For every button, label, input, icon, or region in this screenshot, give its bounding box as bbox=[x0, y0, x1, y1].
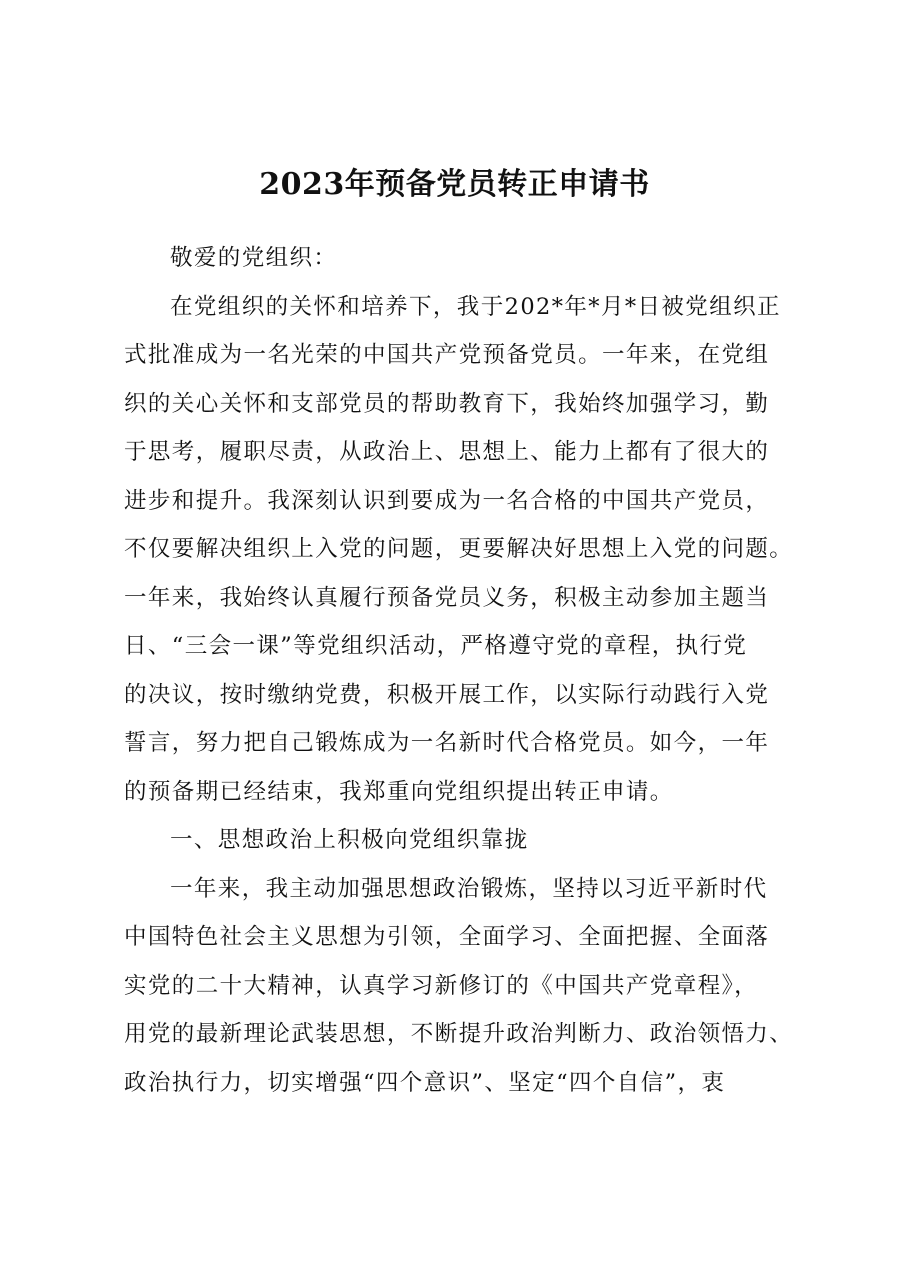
paragraph-line: 于思考，履职尽责，从政治上、思想上、能力上都有了很大的 bbox=[124, 439, 770, 465]
paragraph-line: 进步和提升。我深刻认识到要成为一名合格的中国共产党员， bbox=[124, 487, 770, 514]
paragraph-line: 式批准成为一名光荣的中国共产党预备党员。一年来，在党组 bbox=[124, 342, 770, 368]
paragraph-line: 一年来，我主动加强思想政治锻炼，坚持以习近平新时代 bbox=[170, 875, 768, 902]
paragraph-line: 织的关心关怀和支部党员的帮助教育下，我始终加强学习，勤 bbox=[124, 390, 770, 417]
salutation-line: 敬爱的党组织： bbox=[170, 245, 338, 271]
paragraph-line: 誓言，努力把自己锻炼成为一名新时代合格党员。如今，一年 bbox=[124, 730, 770, 756]
paragraph-line: 的决议，按时缴纳党费，积极开展工作，以实际行动践行入党 bbox=[124, 681, 770, 708]
paragraph-line: 政治执行力，切实增强“四个意识”、坚定“四个自信”，衷 bbox=[124, 1069, 726, 1096]
paragraph-line: 不仅要解决组织上入党的问题，更要解决好思想上入党的问题。 bbox=[124, 536, 794, 562]
paragraph-line: 实党的二十大精神，认真学习新修订的《中国共产党章程》， bbox=[124, 972, 759, 999]
paragraph-line: 的预备期已经结束，我郑重向党组织提出转正申请。 bbox=[124, 778, 674, 805]
document-title: 2023年预备党员转正申请书 bbox=[259, 167, 650, 202]
paragraph-line: 在党组织的关怀和培养下，我于202*年*月*日被党组织正 bbox=[170, 293, 781, 320]
section-heading: 一、思想政治上积极向党组织靠拢 bbox=[170, 827, 529, 853]
paragraph-line: 日、“三会一课”等党组织活动，严格遵守党的章程，执行党 bbox=[124, 633, 748, 659]
paragraph-line: 一年来，我始终认真履行预备党员义务，积极主动参加主题当 bbox=[124, 584, 770, 611]
paragraph-line: 用党的最新理论武装思想，不断提升政治判断力、政治领悟力、 bbox=[124, 1021, 794, 1047]
paragraph-line: 中国特色社会主义思想为引领，全面学习、全面把握、全面落 bbox=[124, 924, 770, 950]
document-body bbox=[124, 234, 794, 1107]
